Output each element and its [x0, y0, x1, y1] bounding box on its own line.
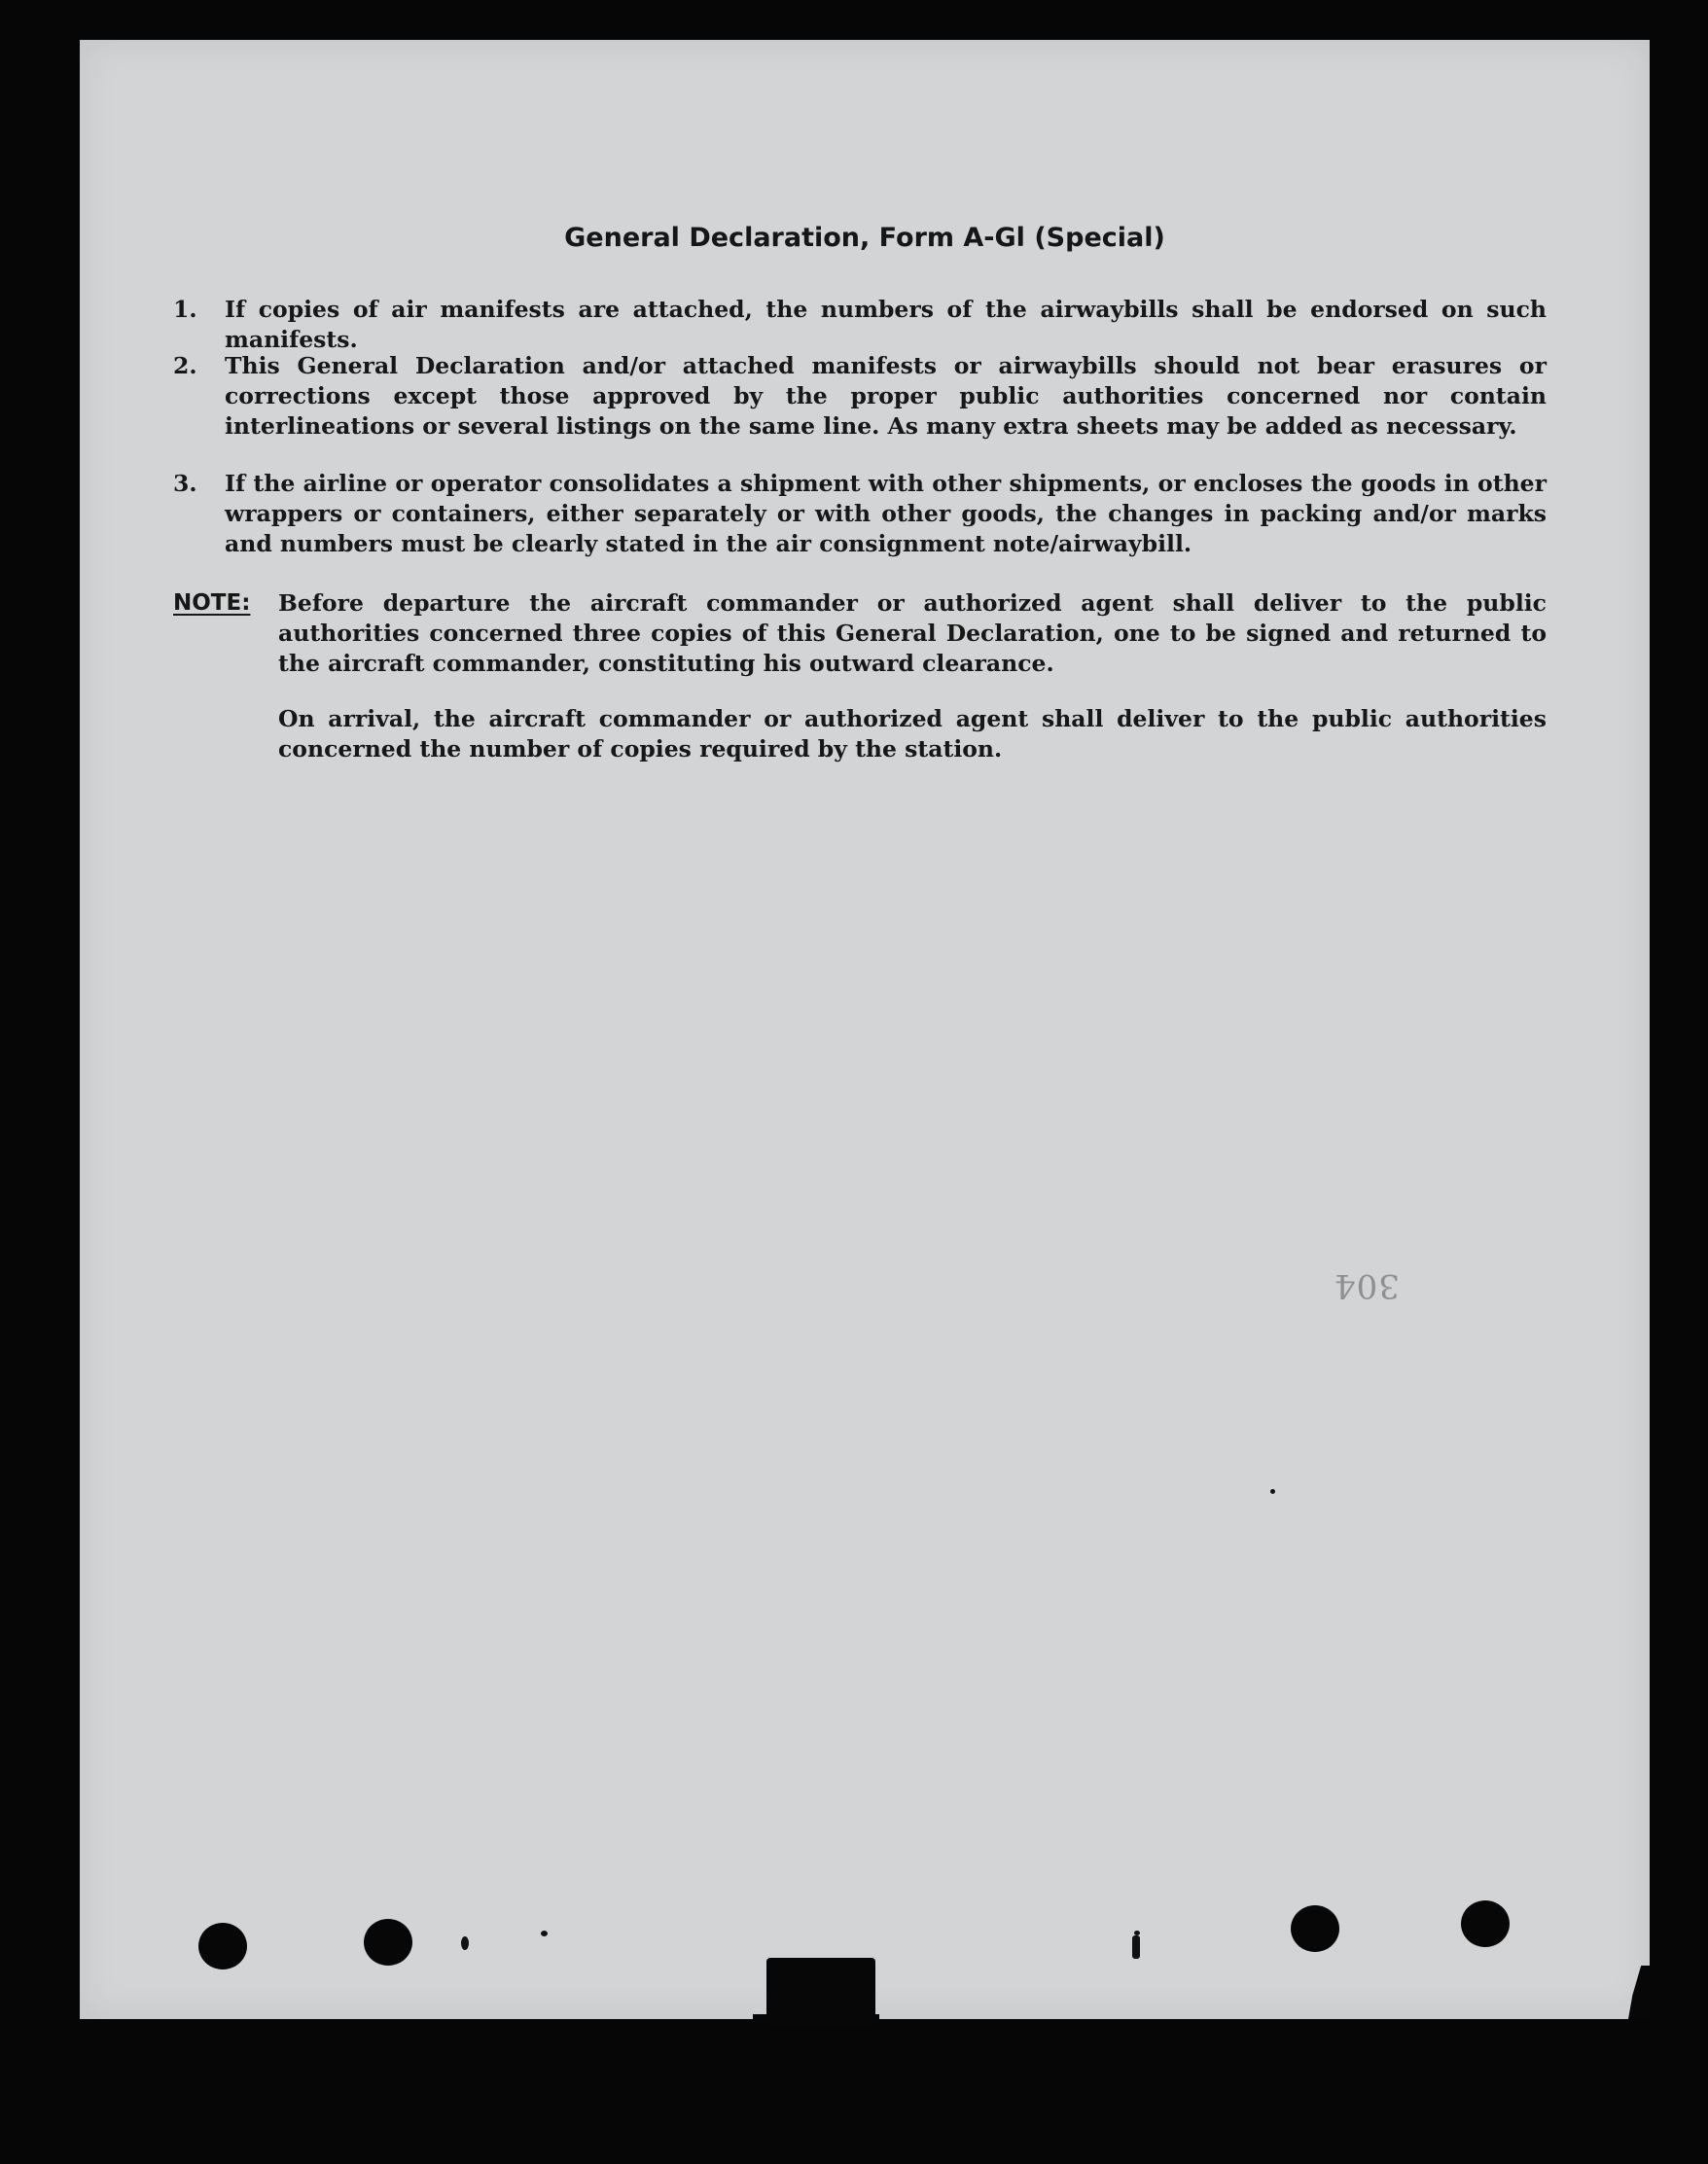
- punch-hole: [364, 1919, 412, 1966]
- clause-text: If the airline or operator consolidates a shipment with other shipments, or encloses the goods in other wrappers or containers, either separately or with other goods, the changes in packing and/or marks and numbers must be clearly stated in the air consignment note/airwaybill.: [225, 470, 1547, 557]
- ink-speck: [1132, 1935, 1140, 1959]
- document-title: General Declaration, Form A-Gl (Special): [564, 223, 1165, 253]
- clause-item: [173, 469, 1547, 559]
- show-through-number: 304: [1334, 1266, 1400, 1305]
- punch-hole: [1461, 1900, 1510, 1947]
- clause-item: [173, 351, 1547, 442]
- clause-text: If copies of air manifests are attached, the numbers of the airwaybills shall be endorsed on such manifests.: [225, 296, 1547, 353]
- clause-number: 1.: [173, 296, 197, 323]
- note-label: NOTE:: [173, 590, 251, 616]
- note-paragraph: Before departure the aircraft commander or authorized agent shall deliver to the public authorities concerned three copies of this General Declaration, one to be signed and returned to the aircraft commander, constituting his outward clearance.: [278, 589, 1547, 677]
- ink-speck: [1270, 1489, 1275, 1494]
- punch-hole: [1291, 1905, 1339, 1952]
- ink-speck: [461, 1936, 469, 1950]
- note-paragraph: On arrival, the aircraft commander or authorized agent shall deliver to the public authorities concerned the number of copies required by the station.: [278, 705, 1547, 763]
- clause-text: This General Declaration and/or attached manifests or airwaybills should not bear erasures or corrections except those approved by the proper public authorities concerned nor contain interlineations or several listings on the same line. As many extra sheets may be added as necessary.: [225, 352, 1547, 440]
- paper-sheet: [80, 40, 1650, 2019]
- paper-notch-base: [753, 2014, 879, 2022]
- clause-number: 2.: [173, 352, 197, 379]
- clause-number: 3.: [173, 470, 197, 497]
- corner-tear: [1628, 1966, 1650, 2019]
- ink-speck: [541, 1931, 548, 1936]
- note-block: [173, 588, 1547, 764]
- punch-hole: [198, 1923, 247, 1969]
- clause-item: [173, 295, 1547, 355]
